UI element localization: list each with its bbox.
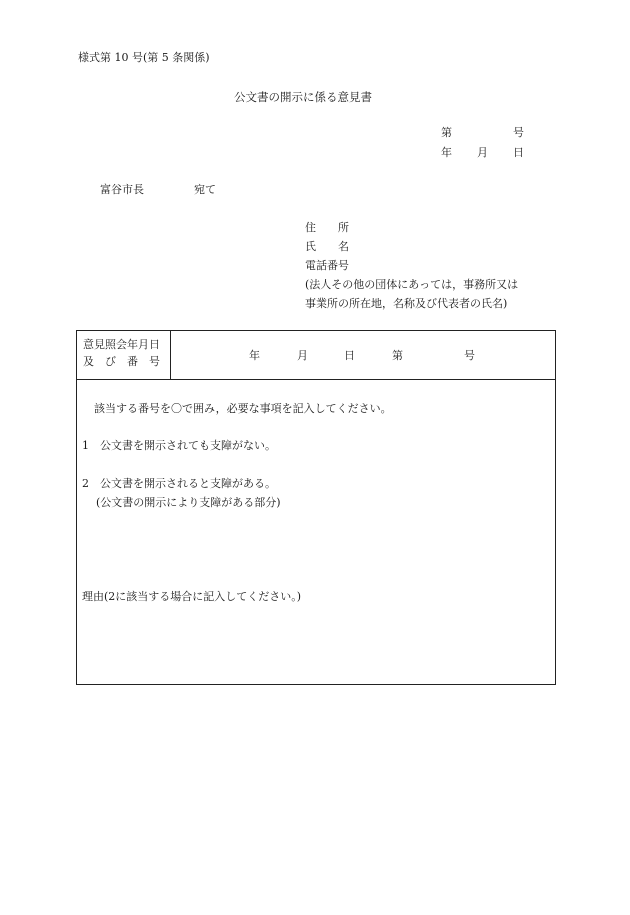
date-day: 日 (513, 146, 524, 159)
sender-address-label: 住 所 (305, 221, 349, 234)
option-1: 1 公文書を開示されても支障がない。 (82, 439, 276, 452)
instruction-text: 該当する番号を〇で囲み，必要な事項を記入してください。 (94, 402, 392, 415)
reference-go: 号 (464, 349, 475, 362)
reference-dai: 第 (392, 349, 403, 362)
sender-block (305, 221, 518, 316)
date-month: 月 (477, 146, 488, 159)
reference-label-line2: 及 び 番 号 (83, 355, 160, 368)
date-year: 年 (441, 146, 452, 159)
option-2-note: (公文書の開示により支障がある部分) (96, 496, 281, 509)
document-title: 公文書の開示に係る意見書 (234, 90, 372, 104)
form-number: 様式第 10 号(第 5 条関係) (78, 51, 210, 64)
addressee (100, 183, 216, 196)
document-number-go: 号 (513, 126, 524, 139)
sender-name-label: 氏 名 (305, 240, 349, 253)
sender-corporate-note-1: (法人その他の団体にあっては，事務所又は (305, 278, 519, 291)
reference-day: 日 (344, 349, 355, 362)
opinion-form-box (76, 330, 556, 685)
reference-month: 月 (297, 349, 308, 362)
reference-row (77, 331, 555, 380)
addressee-suffix: 宛て (194, 183, 216, 196)
sender-phone-label: 電話番号 (305, 259, 349, 272)
reason-label: 理由(2に該当する場合に記入してください。) (82, 590, 302, 603)
reference-fields (171, 349, 555, 365)
reference-year: 年 (249, 349, 260, 362)
option-2: 2 公文書を開示されると支障がある。 (82, 477, 276, 490)
document-number-dai: 第 (441, 126, 452, 139)
addressee-name: 富谷市長 (100, 183, 144, 196)
reference-label-cell (77, 331, 171, 379)
sender-corporate-note-2: 事業所の所在地，名称及び代表者の氏名) (305, 297, 508, 310)
reference-label-line1: 意見照会年月日 (83, 338, 160, 351)
